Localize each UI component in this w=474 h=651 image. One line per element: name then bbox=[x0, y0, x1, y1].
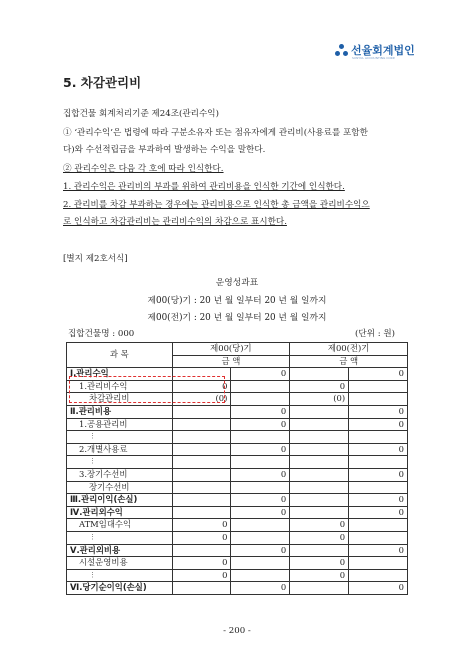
paragraph-4: ② 관리수익은 다음 각 호에 따라 인식한다. bbox=[63, 164, 224, 174]
cell-current-sub bbox=[172, 456, 231, 469]
table-row bbox=[67, 519, 408, 532]
cell-prior-total: 0 bbox=[349, 506, 408, 519]
cell-prior-sub bbox=[290, 456, 349, 469]
cell-current-sub: 0 bbox=[172, 569, 231, 582]
header-amount-current: 금 액 bbox=[172, 355, 290, 368]
cell-prior-total: 0 bbox=[349, 405, 408, 418]
cell-current-total bbox=[231, 431, 290, 444]
statement-title: 운영성과표 bbox=[215, 278, 259, 288]
table-row bbox=[67, 494, 408, 507]
cell-current-total: 0 bbox=[231, 468, 290, 481]
cell-prior-sub bbox=[290, 544, 349, 557]
cell-current-total bbox=[231, 557, 290, 570]
cell-current-sub bbox=[172, 418, 231, 431]
cell-item: Ⅱ.관리비용 bbox=[67, 405, 173, 418]
table-row bbox=[67, 456, 408, 469]
cell-current-total: 0 bbox=[231, 582, 290, 595]
cell-current-total: 0 bbox=[231, 368, 290, 381]
cell-item: Ⅳ.관리외수익 bbox=[67, 506, 173, 519]
table-row bbox=[67, 431, 408, 444]
cell-item: 차감관리비 bbox=[67, 393, 173, 406]
logo-dots-icon bbox=[335, 44, 348, 57]
cell-current-total bbox=[231, 380, 290, 393]
cell-current-total bbox=[231, 519, 290, 532]
cell-item: 3.장기수선비 bbox=[67, 468, 173, 481]
cell-prior-sub: (0) bbox=[290, 393, 349, 406]
cell-current-total: 0 bbox=[231, 443, 290, 456]
form-label: [별지 제2호서식] bbox=[63, 254, 128, 264]
cell-current-sub bbox=[172, 582, 231, 595]
cell-current-sub bbox=[172, 468, 231, 481]
logo-sub: 회계법인 bbox=[372, 44, 415, 57]
cell-prior-sub bbox=[290, 582, 349, 595]
cell-item: ⋮ bbox=[67, 456, 173, 469]
table-row bbox=[67, 569, 408, 582]
table-row bbox=[67, 481, 408, 494]
cell-prior-sub bbox=[290, 506, 349, 519]
table-row bbox=[67, 393, 408, 406]
cell-prior-total bbox=[349, 557, 408, 570]
cell-current-total: 0 bbox=[231, 418, 290, 431]
paragraph-3: 다)와 수선적립금을 부과하여 발생하는 수익을 말한다. bbox=[63, 145, 266, 155]
cell-current-sub bbox=[172, 494, 231, 507]
table-row bbox=[67, 368, 408, 381]
logo-name: 선율 bbox=[351, 44, 373, 57]
cell-prior-total bbox=[349, 456, 408, 469]
cell-current-sub bbox=[172, 368, 231, 381]
cell-current-sub: 0 bbox=[172, 557, 231, 570]
cell-prior-sub: 0 bbox=[290, 519, 349, 532]
period-current: 제00(당)기 : 20 년 월 일부터 20 년 월 일까지 bbox=[147, 296, 327, 306]
paragraph-2: ① ‘관리수익’은 법령에 따라 구분소유자 또는 점유자에게 관리비(사용료를 포함한 bbox=[63, 128, 368, 138]
logo-tagline: SUNYUL ACCOUNTING CORP. bbox=[352, 56, 396, 60]
period-prior: 제00(전)기 : 20 년 월 일부터 20 년 월 일까지 bbox=[147, 313, 327, 323]
section-heading: 5. 차감관리비 bbox=[63, 75, 142, 90]
page-number: - 200 - bbox=[223, 626, 251, 636]
paragraph-1: 집합건물 회계처리기준 제24조(관리수익) bbox=[63, 109, 219, 119]
table-row bbox=[67, 405, 408, 418]
cell-prior-sub bbox=[290, 368, 349, 381]
table-row bbox=[67, 418, 408, 431]
header-item: 과 목 bbox=[67, 343, 173, 368]
table-row bbox=[67, 468, 408, 481]
cell-current-total bbox=[231, 456, 290, 469]
cell-prior-sub bbox=[290, 468, 349, 481]
cell-prior-sub bbox=[290, 494, 349, 507]
table-row bbox=[67, 582, 408, 595]
cell-current-sub: (0) bbox=[172, 393, 231, 406]
cell-prior-sub: 0 bbox=[290, 557, 349, 570]
cell-current-total: 0 bbox=[231, 506, 290, 519]
cell-prior-total bbox=[349, 481, 408, 494]
cell-item: Ⅰ.관리수익 bbox=[67, 368, 173, 381]
cell-prior-sub: 0 bbox=[290, 569, 349, 582]
cell-current-sub bbox=[172, 481, 231, 494]
cell-item: ⋮ bbox=[67, 569, 173, 582]
cell-prior-total: 0 bbox=[349, 582, 408, 595]
cell-prior-total: 0 bbox=[349, 468, 408, 481]
table-row bbox=[67, 506, 408, 519]
cell-item: Ⅲ.관리이익(손실) bbox=[67, 494, 173, 507]
cell-current-sub bbox=[172, 443, 231, 456]
cell-prior-sub bbox=[290, 418, 349, 431]
cell-current-sub: 0 bbox=[172, 519, 231, 532]
cell-prior-sub: 0 bbox=[290, 380, 349, 393]
cell-prior-total bbox=[349, 519, 408, 532]
cell-item: 2.개별사용료 bbox=[67, 443, 173, 456]
cell-item: ATM임대수익 bbox=[67, 519, 173, 532]
cell-current-total: 0 bbox=[231, 405, 290, 418]
paragraph-6: 2. 관리비를 차감 부과하는 경우에는 관리비용으로 인식한 총 금액을 관리비수익으 bbox=[63, 200, 370, 210]
cell-prior-total bbox=[349, 380, 408, 393]
cell-item: 장기수선비 bbox=[67, 481, 173, 494]
cell-item: ⋮ bbox=[67, 431, 173, 444]
cell-prior-total: 0 bbox=[349, 418, 408, 431]
cell-prior-total bbox=[349, 431, 408, 444]
cell-item: 1.관리비수익 bbox=[67, 380, 173, 393]
cell-item: 1.공용관리비 bbox=[67, 418, 173, 431]
paragraph-7: 로 인식하고 차감관리비는 관리비수익의 차감으로 표시한다. bbox=[63, 217, 287, 227]
cell-current-sub bbox=[172, 431, 231, 444]
cell-current-sub bbox=[172, 506, 231, 519]
cell-prior-sub bbox=[290, 405, 349, 418]
table-row bbox=[67, 443, 408, 456]
cell-current-total bbox=[231, 481, 290, 494]
cell-prior-total: 0 bbox=[349, 443, 408, 456]
cell-prior-total: 0 bbox=[349, 494, 408, 507]
header-prior: 제00(전)기 bbox=[290, 343, 408, 356]
cell-current-sub bbox=[172, 405, 231, 418]
cell-item: Ⅴ.관리외비용 bbox=[67, 544, 173, 557]
cell-current-sub: 0 bbox=[172, 531, 231, 544]
cell-prior-total: 0 bbox=[349, 368, 408, 381]
cell-item: 시설운영비용 bbox=[67, 557, 173, 570]
table-row bbox=[67, 544, 408, 557]
cell-prior-sub: 0 bbox=[290, 531, 349, 544]
paragraph-5: 1. 관리수익은 관리비의 부과를 위하여 관리비용을 인식한 기간에 인식한다. bbox=[63, 182, 345, 192]
cell-prior-total: 0 bbox=[349, 544, 408, 557]
cell-current-total bbox=[231, 531, 290, 544]
table-row bbox=[67, 380, 408, 393]
cell-prior-total bbox=[349, 569, 408, 582]
unit-label: (단위 : 원) bbox=[355, 329, 395, 339]
table-row bbox=[67, 531, 408, 544]
cell-prior-sub bbox=[290, 443, 349, 456]
cell-current-total: 0 bbox=[231, 494, 290, 507]
cell-prior-total bbox=[349, 531, 408, 544]
building-name: 집합건물명 : 000 bbox=[68, 329, 135, 339]
table-row bbox=[67, 557, 408, 570]
cell-current-total: 0 bbox=[231, 544, 290, 557]
cell-prior-sub bbox=[290, 481, 349, 494]
header-amount-prior: 금 액 bbox=[290, 355, 408, 368]
cell-current-sub bbox=[172, 544, 231, 557]
cell-item: ⋮ bbox=[67, 531, 173, 544]
cell-current-total bbox=[231, 393, 290, 406]
header-current: 제00(당)기 bbox=[172, 343, 290, 356]
cell-prior-total bbox=[349, 393, 408, 406]
cell-current-total bbox=[231, 569, 290, 582]
operating-results-table bbox=[66, 342, 408, 595]
cell-current-sub: 0 bbox=[172, 380, 231, 393]
cell-item: Ⅵ.당기순이익(손실) bbox=[67, 582, 173, 595]
cell-prior-sub bbox=[290, 431, 349, 444]
